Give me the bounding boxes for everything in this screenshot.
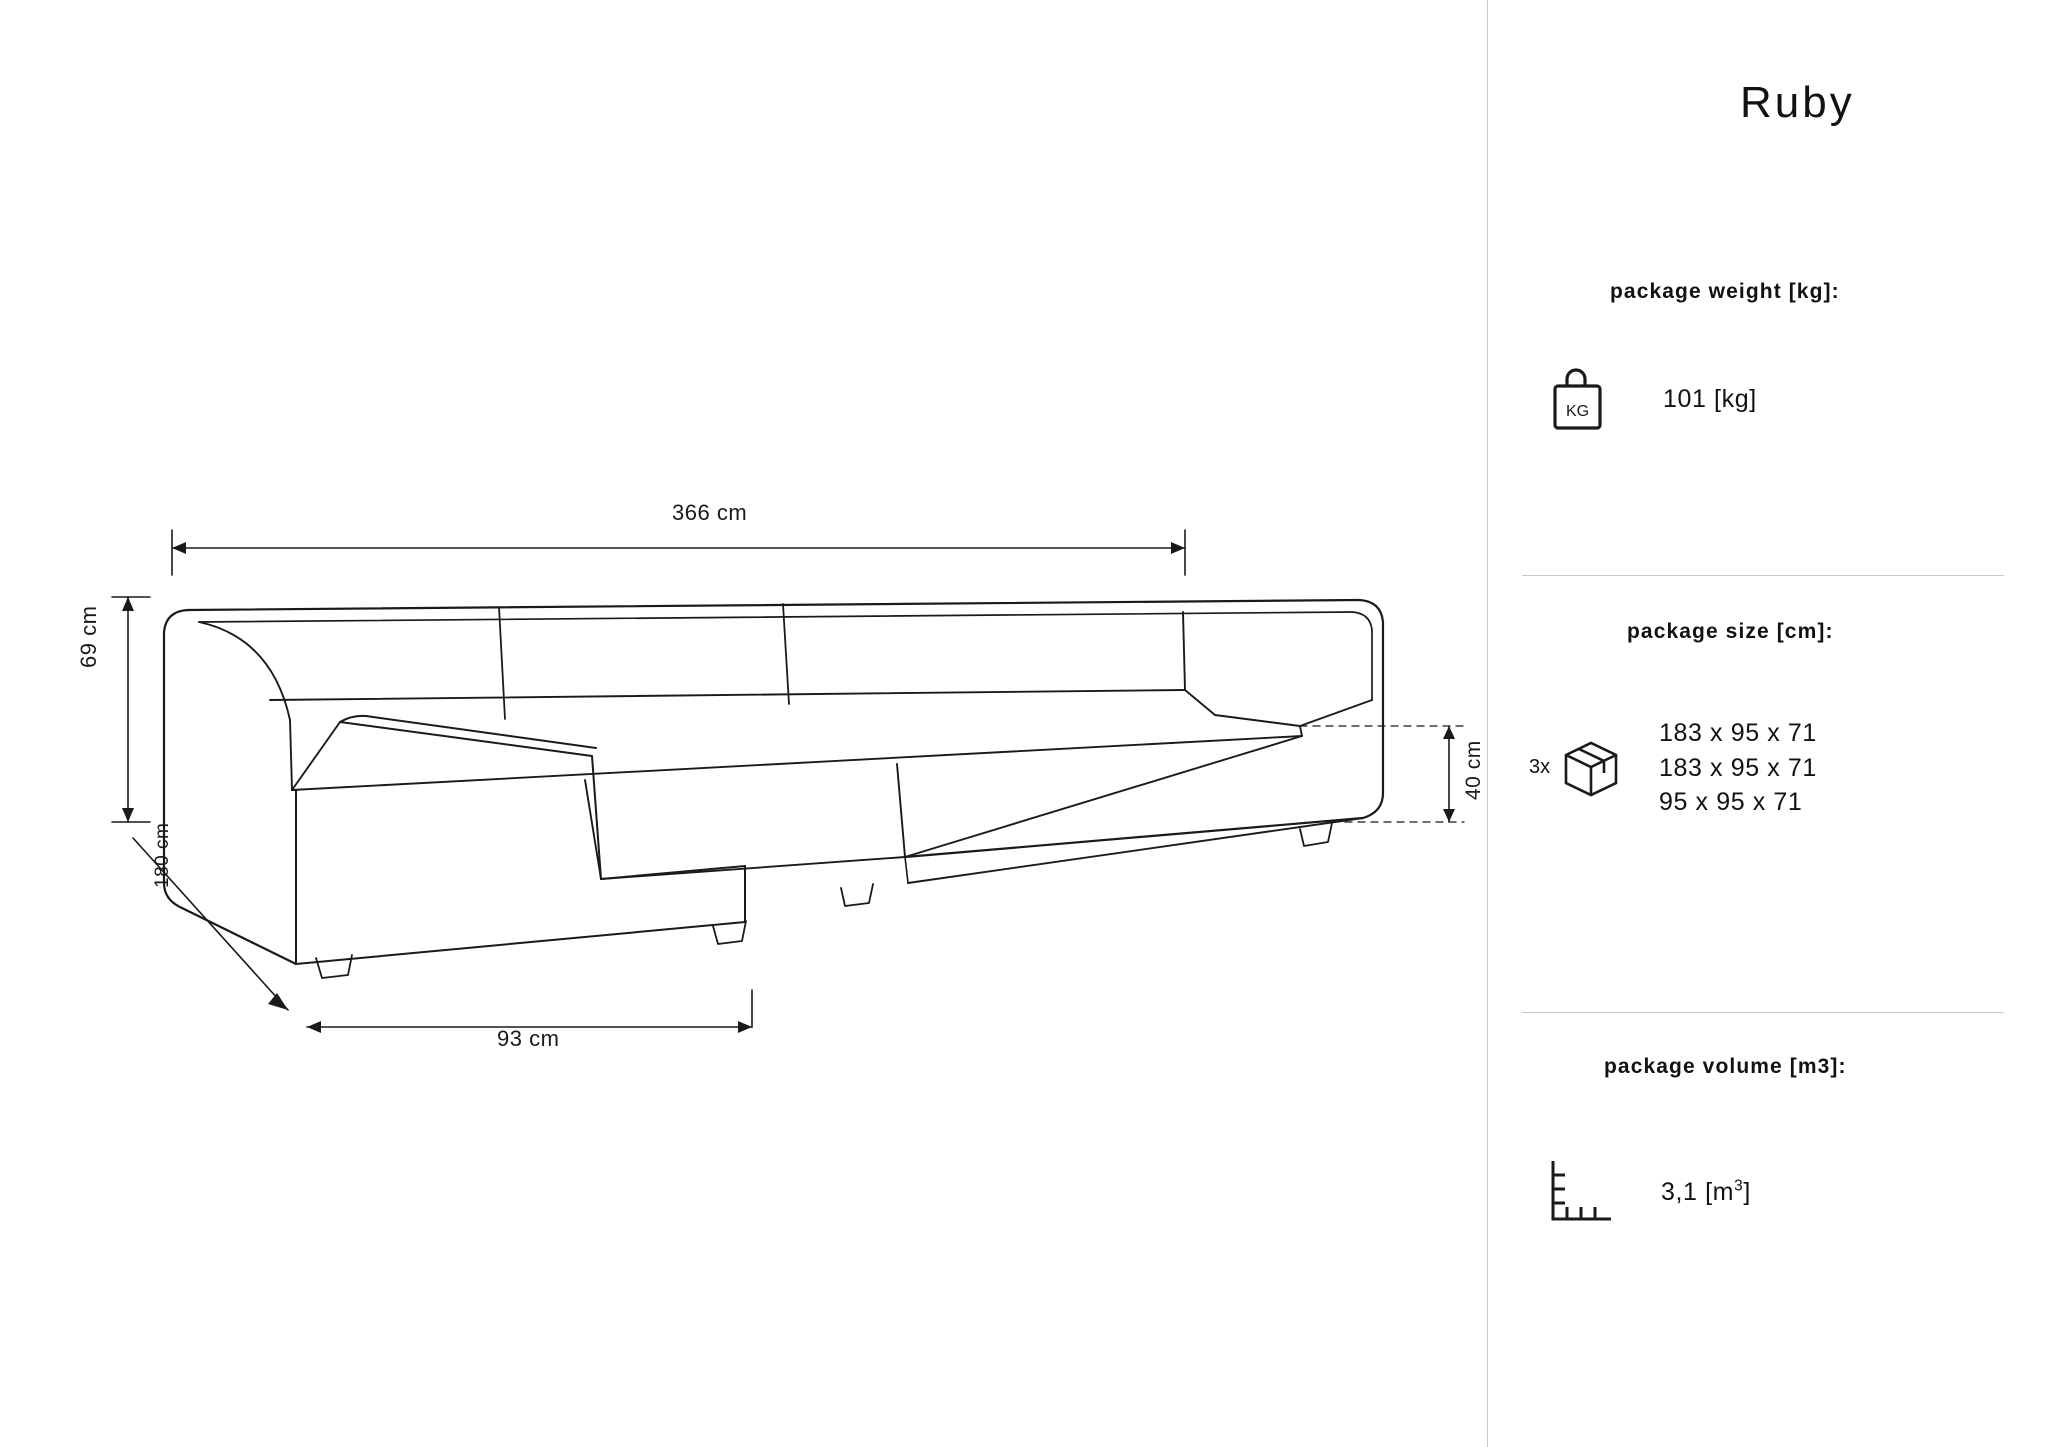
package-size-value: 183 x 95 x 71 <box>1659 719 1817 747</box>
box-icon-group <box>1487 735 1637 801</box>
package-size-value: 95 x 95 x 71 <box>1659 788 1803 816</box>
page-title: Ruby <box>1740 78 1855 127</box>
section-package-size <box>1487 620 2048 820</box>
backrest-front-face <box>199 622 1185 790</box>
divider-weight-size <box>1522 575 2004 576</box>
dimension-chaise-label: 93 cm <box>497 1026 560 1051</box>
weight-icon-text: KG <box>1565 403 1590 420</box>
package-size-label: package size [cm]: <box>1627 620 1834 643</box>
seat-cushions <box>292 722 1302 879</box>
package-volume-number: 3,1 [m <box>1661 1177 1735 1206</box>
right-arm <box>1183 612 1372 736</box>
package-size-values <box>1659 716 1817 820</box>
section-package-volume <box>1487 1055 2048 1227</box>
dimension-width-label: 366 cm <box>672 500 748 525</box>
ruler-icon <box>1487 1157 1637 1227</box>
dimension-height-label: 69 cm <box>76 605 101 668</box>
package-volume-value <box>1661 1175 1751 1210</box>
package-volume-tail: ] <box>1743 1177 1751 1206</box>
dimension-width <box>172 530 1185 575</box>
dimension-height <box>112 597 150 822</box>
sofa-feet <box>316 823 1332 978</box>
package-size-value: 183 x 95 x 71 <box>1659 753 1817 782</box>
package-weight-label: package weight [kg]: <box>1610 280 1840 303</box>
dimension-seat-height-label: 40 cm <box>1462 740 1485 800</box>
package-weight-value: 101 [kg] <box>1663 384 1757 413</box>
dimension-depth-label: 180 cm <box>152 822 173 888</box>
section-package-weight <box>1487 280 2048 432</box>
back-cushion-divisions <box>499 604 789 719</box>
weight-bag-icon <box>1487 366 1637 432</box>
divider-size-volume <box>1522 1012 2004 1013</box>
box-icon <box>1558 735 1624 801</box>
chaise-module <box>292 716 745 964</box>
dimension-seat-height <box>1443 726 1455 822</box>
package-volume-exponent: 3 <box>1734 1177 1744 1195</box>
package-volume-label: package volume [m3]: <box>1604 1055 1847 1078</box>
package-count-multiplier: 3x <box>1529 756 1551 779</box>
info-panel <box>1487 0 2048 1447</box>
sofa-body <box>164 600 1383 964</box>
